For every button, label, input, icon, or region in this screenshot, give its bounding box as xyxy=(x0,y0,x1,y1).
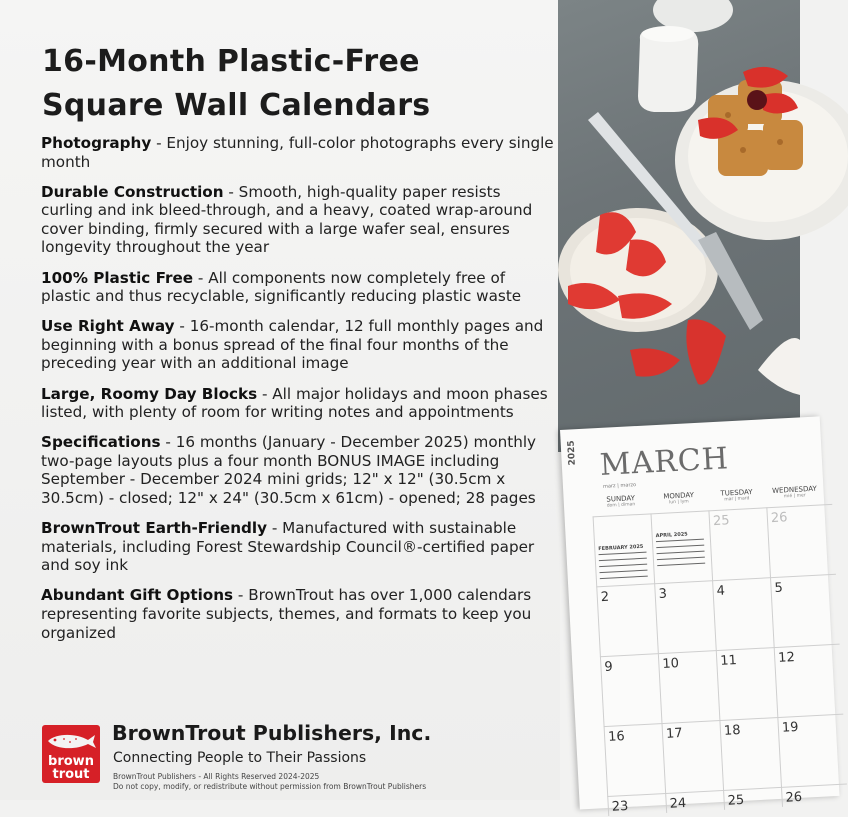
feature-heading: Specifications xyxy=(41,433,161,452)
day-cell: 3 xyxy=(658,586,668,603)
day-cell: 24 xyxy=(669,795,687,812)
feature-use-right-away xyxy=(41,317,556,373)
page-title xyxy=(42,40,552,128)
day-cell: 19 xyxy=(781,719,799,736)
feature-day-blocks xyxy=(41,385,556,422)
day-cell: 25 xyxy=(712,513,730,530)
publisher-name: BrownTrout Publishers, Inc. xyxy=(112,721,432,745)
photo-illustration xyxy=(558,0,800,452)
feature-earth-friendly xyxy=(41,519,556,575)
feature-text: - All components now completely free of plastic and thus recyclable, significantly reducing plastic waste xyxy=(41,268,522,306)
day-cell: 11 xyxy=(719,653,738,669)
day-cell: 5 xyxy=(774,580,784,596)
weekday-name: WEDNESDAY xyxy=(771,484,817,495)
weekday-name: TUESDAY xyxy=(720,488,753,498)
day-cell: 12 xyxy=(777,650,796,666)
weekday-sub: mié | mer xyxy=(783,493,806,500)
mini-calendar-april xyxy=(656,531,708,572)
title-line-2: Square Wall Calendars xyxy=(42,88,431,123)
feature-heading: Abundant Gift Options xyxy=(41,586,234,605)
day-cell: 26 xyxy=(770,510,788,527)
feature-text: - All major holidays and moon phases listed, with plenty of room for writing notes and appointments xyxy=(41,384,548,422)
day-cell: 2 xyxy=(600,589,610,606)
mini-calendar-february xyxy=(598,544,650,585)
feature-specifications xyxy=(41,433,556,507)
feature-durable-construction xyxy=(41,183,556,257)
feature-text: - 16 months (January - December 2025) monthly two-page layouts plus a four month BONUS IMAGE including September - December 2024 mini grids; 12" x 12" (30.5cm x 30.5cm) - closed; 12" x 24" (30.5cm x 61cm) - opened; 28 pages xyxy=(41,433,537,507)
copyright-notice xyxy=(113,772,426,792)
day-cell: 9 xyxy=(604,659,614,675)
feature-text: - Enjoy stunning, full-color photographs every single month xyxy=(41,134,554,171)
calendar-month-sub: marz | marzo xyxy=(602,482,637,490)
title-line-1: 16-Month Plastic-Free xyxy=(42,44,420,79)
calendar-page xyxy=(560,416,840,815)
feature-text: - BrownTrout has over 1,000 calendars representing favorite subjects, themes, and formats to keep you organized xyxy=(41,586,532,642)
day-cell: 10 xyxy=(662,656,680,672)
feature-heading: Use Right Away xyxy=(41,317,175,336)
weekday-sub: dom | diman xyxy=(606,502,636,509)
feature-text: - Manufactured with sustainable materials, including Forest Stewardship Council®-certified paper and soy ink xyxy=(41,519,535,575)
feature-heading: Durable Construction xyxy=(41,182,224,201)
day-cell: 23 xyxy=(611,798,629,815)
weekday-tuesday xyxy=(707,487,766,503)
feature-gift-options xyxy=(41,586,556,642)
feature-list xyxy=(41,134,556,654)
feature-plastic-free xyxy=(41,269,556,306)
feature-photography xyxy=(41,134,556,171)
weekday-sub: lun | lym xyxy=(669,499,689,506)
weekday-sub: mar | mard xyxy=(724,496,750,503)
feature-text: - 16-month calendar, 12 full monthly pages and beginning with a bonus spread of the final four months of the preceding year with an additional image xyxy=(41,317,544,373)
weekday-wednesday xyxy=(765,484,824,500)
feature-heading: Large, Roomy Day Blocks xyxy=(41,384,258,403)
weekday-name: MONDAY xyxy=(663,491,695,501)
feature-heading: Photography xyxy=(41,134,152,152)
weekday-name: SUNDAY xyxy=(606,494,636,504)
day-cell: 26 xyxy=(785,789,803,806)
feature-heading: 100% Plastic Free xyxy=(41,268,194,287)
day-cell: 17 xyxy=(665,726,683,742)
day-cell: 16 xyxy=(607,729,626,745)
browntrout-logo xyxy=(42,725,100,783)
waffle-strawberry-photo xyxy=(558,0,800,452)
calendar-month: MARCH xyxy=(598,441,730,483)
weekday-sunday xyxy=(592,493,651,509)
day-cell: 25 xyxy=(727,792,745,809)
logo-word-2: trout xyxy=(52,767,90,782)
logo-word-1: brown xyxy=(48,754,94,769)
calendar-year: 2025 xyxy=(566,440,578,466)
copyright-line: BrownTrout Publishers - All Rights Reserved 2024-2025 xyxy=(113,772,320,781)
weekday-monday xyxy=(649,490,708,506)
brand-block xyxy=(42,717,542,797)
mini-calendar-grid xyxy=(598,550,650,583)
publisher-tagline: Connecting People to Their Passions xyxy=(113,750,367,766)
copyright-line: Do not copy, modify, or redistribute without permission from BrownTrout Publishers xyxy=(113,782,427,791)
feature-heading: BrownTrout Earth-Friendly xyxy=(41,519,267,538)
mini-calendar-title: FEBRUARY 2025 xyxy=(598,543,644,553)
day-cell: 4 xyxy=(716,583,726,600)
mini-calendar-title: APRIL 2025 xyxy=(655,531,688,540)
day-cell: 18 xyxy=(723,722,741,739)
mini-calendar-grid xyxy=(656,537,708,570)
feature-text: - Smooth, high-quality paper resists curling and ink bleed-through, and a heavy, coated wrap-around cover binding, firmly secured with a large wafer seal, ensures longevity throughout the year xyxy=(41,182,533,257)
